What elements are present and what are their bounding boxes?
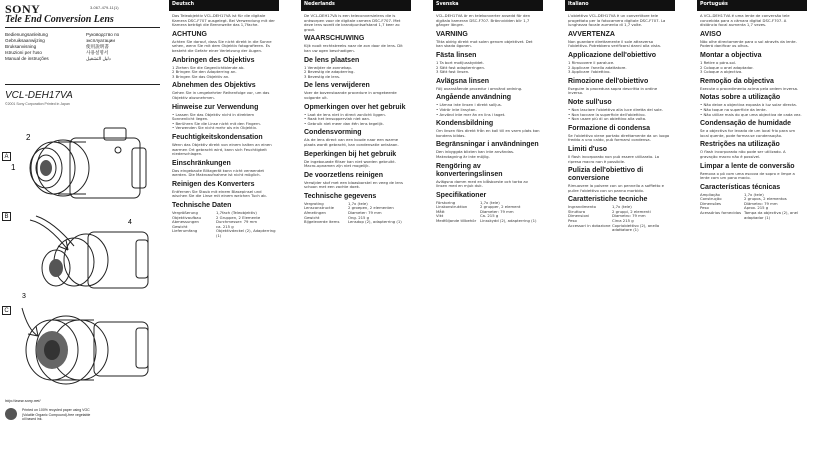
svg-text:4: 4 [128,219,132,226]
language-item: Bruksanvisning [5,44,37,49]
column-language-header: Deutsch [169,0,279,11]
spec-key: Ingrandimento [568,204,596,210]
body-paragraph: Titta aldrig direkt mot solen genom objektivet. Det kan skada ögonen. [436,38,533,49]
body-paragraph: Execute o procedimento acima pela ordem inversa. [700,85,799,91]
list-item: • Gebruik niet meer dan één lens tegelijk. [304,120,384,126]
list-item: 3 Sätt fast linsen. [436,69,470,75]
body-paragraph: Rimuovere la polvere con un pennello a soffietto e pulire l'obiettivo con un panno morbido. [568,183,664,193]
spec-value: Ca. 215 g [480,213,499,219]
spec-key: Peso [700,205,709,211]
body-paragraph: Das Teleobjektiv VCL-DEH17VA ist für die digitale Kamera DSC-F707 ausgelegt. Bei Verwendung mit der Kamera beträgt die Brennweite das 1,7fache. [172,13,275,28]
language-item: Manual de instruções [5,56,49,61]
body-paragraph: Kijk nooit rechtstreeks naar de zon door de lens. Dit kan uw ogen beschadigen. [304,43,403,53]
spec-key: Struttura [568,208,586,214]
spec-value: 1,7fach (Teleobjektiv) [216,210,257,216]
body-paragraph: Följ ovanstående procedur i omvänd ordning. [436,85,523,91]
spec-row [700,211,804,220]
section-heading: Remoção da objectiva [700,77,774,85]
spec-value: 1,7x (tele) [744,191,764,197]
figure-label: A [2,152,11,161]
list-item: • Não toque na superfície da lente. [700,106,767,112]
list-item: 3 Bevestig de lens. [304,73,341,79]
body-paragraph: Om linsen förs direkt från en kall till en varm plats kan kondens bildas. [436,128,540,138]
spec-key: Gewicht [304,214,320,220]
spec-value: Objektivdeckel (2), Adapterring (1) [216,228,276,239]
section-rule [5,84,160,85]
spec-value: Durchmesser: 79 mm [216,219,258,225]
section-heading: Restrições na utilização [700,141,780,149]
spec-value: 2 grupper, 2 element [480,204,521,210]
language-item: Gebruiksaanwijzing [5,38,45,43]
spec-value: ca. 215 g [216,223,234,229]
spec-row [172,229,276,238]
spec-key: Förstoring [436,199,456,205]
spec-value: Circa 215 g [612,218,634,224]
body-paragraph: Entfernen Sie Staub mit einem Blasepinsel und wischen Sie die Linse mit einem weichen Tuch ab. [172,188,267,199]
spec-key: Dimensões [700,200,722,206]
spec-value: Ong. 215 g [348,214,370,220]
body-paragraph: Achten Sie darauf, dass Sie nicht direkt in die Sonne sehen, wenn Sie mit dem Objektiv fotografieren. Es besteht die Gefahr einer Verletzung der Augen. [172,38,272,53]
section-heading: Applicazione dell'obiettivo [568,51,657,59]
section-heading: Rimozione dell'obiettivo [568,77,649,85]
svg-text:1: 1 [11,163,16,172]
section-heading: Specifikationer [436,191,487,199]
section-heading: Note sull'uso [568,98,612,106]
spec-key: Linskonstruktion [436,204,468,210]
list-item: • Non lasciare l'obiettivo alla luce diretta del sole. [568,106,663,112]
list-item: 3 Coloque a objectiva. [700,69,743,75]
spec-value: 2 Gruppen, 2 Elemente [216,214,261,220]
model-number: VCL-DEH17VA [5,90,73,101]
language-item: эксплуатации [86,38,115,43]
body-paragraph: Se a objectiva for levada de um local frio para um local quente, pode formar-se condensação. [700,128,796,138]
column-language-header: Nederlands [301,0,411,11]
recycle-icon [5,408,17,420]
list-item: • Vidrör inte linsytan. [436,106,477,112]
section-heading: Begränsningar i användningen [436,141,539,149]
body-paragraph: A VCL-DEH17VA é uma lente de conversão tele concebida para a câmara digital DSC-F707. A distância focal aumenta 1,7 vezes. [700,13,790,28]
section-heading: Opmerkingen over het gebruik [304,103,406,111]
section-heading: WAARSCHUWING [304,35,365,43]
section-heading: Beperkingen bij het gebruik [304,150,397,158]
brand-logo: SONY [5,2,41,16]
section-heading: Einschränkungen [172,159,231,167]
part-number: 3-067-479-11(1) [90,5,119,10]
list-item: 2 Bringen Sie den Adapterring an. [172,69,237,75]
list-item: • Lassen Sie das Objektiv nicht in direktem Sonnenlicht liegen. [172,111,255,122]
body-paragraph: Não olhe directamente para o sol através da lente. Poderá danificar os olhos. [700,38,797,49]
body-paragraph: Il flash incorporato non può essere utilizzato. La ripresa macro non è possibile. [568,153,660,164]
spec-key: Objektivaufbau [172,214,201,220]
body-paragraph: VCL-DEH17VA är en telekonverter avsedd för den digitala kameran DSC-F707. Brännvidden blir 1,7 gånger längre. [436,13,531,28]
spec-value: Diametro: 79 mm [612,213,646,219]
spec-key: Vikt [436,213,444,219]
spec-key: Lieferumfang [172,228,198,234]
spec-key: Lensconstructie [304,205,334,211]
spec-value: 2 gruppi, 2 elementi [612,208,651,214]
language-list-right [86,32,119,62]
column-language-header: Português [697,0,807,11]
figure-c [4,300,158,396]
list-item: 1 Retire o pára-sol. [700,59,737,65]
spec-key: Afmetingen [304,210,326,216]
language-column [565,0,675,466]
body-paragraph: Den inbyggda blixten kan inte användas. Makrotagning är inte möjlig. [436,149,515,159]
section-heading: Anbringen des Objektivs [172,56,255,64]
figure-a [4,120,158,216]
section-heading: Caratteristiche tecniche [568,196,648,204]
list-item: • Lämna inte linsen i direkt solljus. [436,102,502,108]
spec-value: Diameter: 79 mm [348,210,382,216]
spec-key: Accessori in dotazione [568,222,611,228]
list-item: 2 Bevestig de adapterring. [304,69,355,75]
spec-key: Acessórios fornecidos [700,210,742,216]
language-item: Руководство по [86,32,120,37]
section-heading: Montar a objectiva [700,51,762,59]
list-item: 1 Rimuovere il paraluce. [568,59,615,65]
body-paragraph: De ingebouwde flitser kan niet worden gebruikt. Macro-opnamen zijn niet mogelijk. [304,158,396,169]
spec-key: Medföljande tillbehör [436,218,477,224]
spec-key: Peso [568,218,577,224]
spec-key: Mått [436,208,445,214]
list-item: 2 Coloque o anel adaptador. [700,64,754,70]
body-paragraph: Avlägsna damm med en blåsborste och torka av linsen med en mjuk duk. [436,178,528,189]
section-heading: De lens verwijderen [304,82,370,90]
figure-label: B [2,212,11,221]
body-paragraph: Als de lens direct van een koude naar een warme plaats wordt gebracht, kan condensatie ontstaan. [304,137,399,147]
section-heading: Feuchtigkeitskondensation [172,133,263,141]
body-paragraph: Verwijder stof met een blaasborstel en veeg de lens schoon met een zachte doek. [304,179,403,190]
figure-label: C [2,306,11,315]
section-heading: Angående användning [436,94,512,102]
spec-key: Gewicht [172,223,188,229]
spec-value: Diameter: 79 mm [480,208,514,214]
cover-panel [0,0,165,466]
section-heading: Technische Daten [172,202,232,210]
product-title: Tele End Conversion Lens [5,14,114,25]
spec-key: Ampliação [700,191,720,197]
section-heading: VARNING [436,30,468,38]
body-paragraph: Remova o pó com uma escova de sopro e limpe a lente com um pano macio. [700,170,795,181]
language-column [697,0,807,466]
language-column [169,0,279,466]
column-language-header: Svenska [433,0,543,11]
spec-value: Tampa da objectiva (2), anel adaptador (1) [744,210,799,220]
section-heading: Pulizia dell'obiettivo di conversione [568,167,644,183]
body-paragraph: Eseguire la procedura sopra descritta in ordine inverso. [568,85,658,96]
camera-illustration [8,120,158,216]
spec-value: 1,7x (tele) [612,204,632,210]
section-heading: AVISO [700,30,722,38]
spec-value: Linsskydd (2), adapterring (1) [480,218,537,224]
spec-value: 1,7x (tele) [348,200,368,206]
body-paragraph: Das eingebaute Blitzgerät kann nicht verwendet werden. Die Makroaufnahme ist nicht möglich. [172,167,265,178]
spec-value: 2 groepen, 2 elementen [348,205,394,211]
language-column [301,0,411,466]
section-heading: Limiti d'uso [568,145,607,153]
language-list-left [5,32,49,62]
list-item: 2 Applicare l'anello adattatore. [568,64,627,70]
list-item: • Använd inte mer än en lins i taget. [436,111,506,117]
svg-text:2: 2 [26,133,31,142]
spec-key: Vergrößerung [172,210,198,216]
section-heading: Reinigen des Konverters [172,180,255,188]
section-heading: Technische gegevens [304,192,377,200]
spec-value: 1,7x (tele) [480,199,500,205]
section-heading: Limpar a lente de conversão [700,162,795,170]
spec-row [304,220,408,225]
section-heading: Fästa linsen [436,51,477,59]
section-heading: Condensação de humidade [700,120,792,128]
list-item: 3 Bringen Sie das Objektiv an. [172,73,230,79]
spec-key: Construção [700,196,722,202]
adapter-ring-illustration [8,210,158,306]
section-heading: Abnehmen des Objektivs [172,82,256,90]
copyright: ©2001 Sony Corporation Printed in Japan [5,102,70,106]
language-item: دليل التشغيل [86,56,111,61]
svg-text:3: 3 [22,293,26,300]
list-item: • Não deixe a objectiva exposta à luz solar directa. [700,102,797,108]
body-paragraph: O flash incorporado não pode ser utilizado. A gravação macro não é possível. [700,149,786,159]
language-item: 使用說明書 [86,44,109,49]
list-item: • Não utilize mais do que uma objectiva de cada vez. [700,111,802,117]
list-item: • Non toccare la superficie dell'obiettivo. [568,111,646,117]
body-paragraph: Non guardare direttamente il sole attraverso l'obiettivo. Potrebbero verificarsi danni alla vista. [568,38,662,49]
body-paragraph: Gehen Sie in umgekehrter Reihenfolge vor, um das Objektiv abzunehmen. [172,90,270,100]
section-heading: Rengöring av konverteringslinsen [436,162,503,178]
list-item: • Raak het lensoppervlak niet aan. [304,116,371,122]
list-item: • Laat de lens niet in direct zonlicht liggen. [304,111,386,117]
list-item: 2 Sätt fast adapterringen. [436,64,486,70]
body-paragraph: Wenn das Objektiv direkt von einem kalten an einen warmen Ort gebracht wird, kann sich Feuchtigkeit niederschlagen. [172,141,272,157]
list-item: 1 Ta bort motljusskyddet. [436,59,484,65]
spec-value: 2 grupos, 2 elementos [744,196,787,202]
section-heading: AVVERTENZA [568,30,615,38]
list-item: • Non usare più di un obiettivo alla volta. [568,116,647,122]
spec-value: Aprox. 215 g [744,205,769,211]
body-paragraph: L'obiettivo VCL-DEH17VA è un convertitore tele progettato per la fotocamera digitale DSC-F707. La lunghezza focale aumenta di 1,7 volte. [568,13,666,28]
section-heading: De lens plaatsen [304,56,360,64]
spec-value: Copriobiettivo (2), anello adattatore (1) [612,222,660,233]
list-item: 3 Applicare l'obiettivo. [568,69,611,75]
spec-key: Dimensioni [568,213,590,219]
list-item: 1 Ziehen Sie die Gegenlichtblende ab. [172,64,245,70]
spec-row [568,224,672,233]
spec-key: Vergroting [304,200,324,206]
section-heading: Kondensbildning [436,120,494,128]
body-paragraph: Voer de bovenstaande procedure in omgekeerde volgorde uit. [304,90,397,100]
section-heading: Notas sobre a utilização [700,94,781,102]
list-item: • Verwenden Sie nicht mehr als ein Objektiv. [172,125,257,131]
section-heading: Formazione di condensa [568,124,651,132]
recycle-note: Printed on 100% recycled paper using VOC (Volatile Organic Compound)-free vegetable oil based ink. [22,408,91,421]
spec-value: Lensdop (2), adapterring (1) [348,219,402,225]
spec-value: Diâmetro: 79 mm [744,200,778,206]
figure-b [4,210,158,306]
spec-key: Abmessungen [172,219,199,225]
language-item: 사용설명서 [86,50,109,55]
website-link[interactable]: http://www.sony.net/ [5,398,41,403]
body-paragraph: De VCL-DEH17VA is een teleconversielens die is ontworpen voor de digitale camera DSC-F707. Met deze lens wordt de brandpuntsafstand 1,7 keer zo groot. [304,13,401,32]
list-item: 1 Verwijder de zonnekap. [304,64,353,70]
spec-key: Bijgeleverde items [304,219,340,225]
section-heading: Avlägsna linsen [436,77,490,85]
spec-row [436,219,540,224]
section-heading: De voorzetlens reinigen [304,171,383,179]
section-heading: Condensvorming [304,129,362,137]
language-column [433,0,543,466]
section-heading: Hinweise zur Verwendung [172,103,259,111]
lens-illustration [8,300,158,396]
section-heading: ACHTUNG [172,30,207,38]
column-language-header: Italiano [565,0,675,11]
language-item: Istruzioni per l'uso [5,50,42,55]
section-heading: Características técnicas [700,183,781,191]
body-paragraph: Se l'obiettivo viene portato direttamente da un luogo freddo a uno caldo, può formarsi condensa. [568,132,670,143]
language-item: Bedienungsanleitung [5,32,48,37]
title-rule [5,27,160,28]
list-item: • Berühren Sie die Linse nicht mit den Fingern. [172,120,261,126]
